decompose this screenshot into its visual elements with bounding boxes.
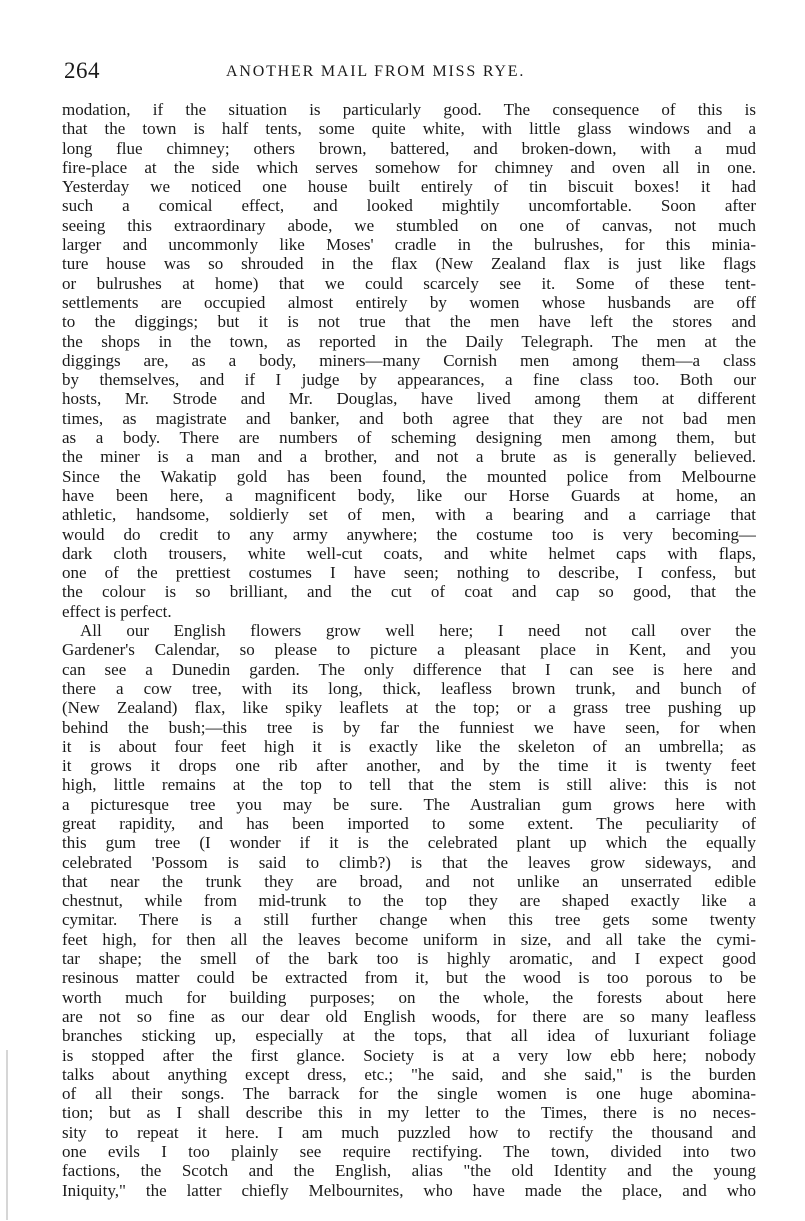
text-line: talks about anything except dress, etc.; "he said, and she said," is the burden <box>62 1064 756 1084</box>
text-line: it grows it drops one rib after another, and by the time it is twenty feet <box>62 756 756 776</box>
text-line: larger and uncommonly like Moses' cradle in the bulrushes, for this minia- <box>62 235 756 255</box>
text-line: one evils I too plainly see require rectifying. The town, divided into two <box>62 1142 756 1162</box>
text-line: it is about four feet high it is exactly like the skeleton of an umbrella; as <box>62 736 756 756</box>
page-number: 264 <box>64 58 100 83</box>
text-line: long flue chimney; others brown, battered, and broken-down, with a mud <box>62 138 756 158</box>
body-text <box>62 100 756 1200</box>
text-line: resinous matter could be extracted from it, but the wood is too porous to be <box>62 968 756 988</box>
text-line: dark cloth trousers, white well-cut coats, and white helmet caps with flaps, <box>62 543 756 563</box>
text-line: that near the trunk they are broad, and not unlike an unserrated edible <box>62 871 756 891</box>
text-line: of all their songs. The barrack for the single women is one huge abomina- <box>62 1084 756 1104</box>
text-line: ture house was so shrouded in the flax (New Zealand flax is just like flags <box>62 254 756 274</box>
text-line: that the town is half tents, some quite white, with little glass windows and a <box>62 119 756 139</box>
text-line: branches sticking up, especially at the tops, that all idea of luxuriant foliage <box>62 1026 756 1046</box>
text-line: the miner is a man and a brother, and not a brute as is generally believed. <box>62 447 756 467</box>
text-line: modation, if the situation is particularly good. The consequence of this is <box>62 100 756 119</box>
text-line: (New Zealand) flax, like spiky leaflets at the top; or a grass tree pushing up <box>62 698 756 718</box>
text-line: the shops in the town, as reported in the Daily Telegraph. The men at the <box>62 331 756 351</box>
text-line: the colour is so brilliant, and the cut of coat and cap so good, that the <box>62 582 756 602</box>
text-line: tar shape; the smell of the bark too is highly aromatic, and I expect good <box>62 949 756 969</box>
text-line: tion; but as I shall describe this in my letter to the Times, there is no neces- <box>62 1103 756 1123</box>
text-line: factions, the Scotch and the English, alias "the old Identity and the young <box>62 1161 756 1181</box>
text-line: chestnut, while from mid-trunk to the top they are shaped exactly like a <box>62 891 756 911</box>
text-line: is stopped after the first glance. Society is at a very low ebb here; nobody <box>62 1045 756 1065</box>
text-line: seeing this extraordinary abode, we stumbled on one of canvas, not much <box>62 215 756 235</box>
text-line: behind the bush;—this tree is by far the funniest we have seen, for when <box>62 717 756 737</box>
text-line: fire-place at the side which serves somehow for chimney and oven all in one. <box>62 157 756 177</box>
text-line: there a cow tree, with its long, thick, leafless brown trunk, and bunch of <box>62 678 756 698</box>
text-line: have been here, a magnificent body, like our Horse Guards at home, an <box>62 485 756 505</box>
text-line: diggings are, as a body, miners—many Cornish men among them—a class <box>62 350 756 370</box>
text-line: great rapidity, and has been imported to some extent. The peculiarity of <box>62 813 756 833</box>
text-line: All our English flowers grow well here; I need not call over the <box>80 621 756 641</box>
text-line: are not so fine as our dear old English woods, for there are so many leafless <box>62 1006 756 1026</box>
text-line: worth much for building purposes; on the whole, the forests about here <box>62 987 756 1007</box>
text-line: such a comical effect, and looked mightily uncomfortable. Soon after <box>62 196 756 216</box>
text-line: this gum tree (I wonder if it is the celebrated plant up which the equally <box>62 833 756 853</box>
text-line: settlements are occupied almost entirely by women whose husbands are off <box>62 292 756 312</box>
text-line: one of the prettiest costumes I have seen; nothing to describe, I confess, but <box>62 563 756 583</box>
text-line: effect is perfect. <box>62 601 172 621</box>
text-line: would do credit to any army anywhere; the costume too is very becoming— <box>62 524 756 544</box>
text-line: times, as magistrate and banker, and both agree that they are not bad men <box>62 408 756 428</box>
text-line: can see a Dunedin garden. The only difference that I can see is here and <box>62 659 756 679</box>
text-line: or bulrushes at home) that we could scarcely see it. Some of these tent- <box>62 273 756 293</box>
page-header <box>64 58 754 88</box>
text-line: Iniquity," the latter chiefly Melbournites, who have made the place, and who <box>62 1180 756 1200</box>
text-line: Gardener's Calendar, so please to picture a pleasant place in Kent, and you <box>62 640 756 660</box>
text-line: Since the Wakatip gold has been found, the mounted police from Melbourne <box>62 466 756 486</box>
running-title: ANOTHER MAIL FROM MISS RYE. <box>226 63 526 80</box>
page-edge-shadow <box>6 1050 8 1220</box>
text-line: as a body. There are numbers of scheming designing men among them, but <box>62 428 756 448</box>
text-line: a picturesque tree you may be sure. The Australian gum grows here with <box>62 794 756 814</box>
text-line: cymitar. There is a still further change when this tree gets some twenty <box>62 910 756 930</box>
text-line: sity to repeat it here. I am much puzzled how to rectify the thousand and <box>62 1122 756 1142</box>
text-line: Yesterday we noticed one house built entirely of tin biscuit boxes! it had <box>62 177 756 197</box>
text-line: to the diggings; but it is not true that the men have left the stores and <box>62 312 756 332</box>
text-line: celebrated 'Possom is said to climb?) is that the leaves grow sideways, and <box>62 852 756 872</box>
text-line: hosts, Mr. Strode and Mr. Douglas, have lived among them at different <box>62 389 756 409</box>
text-line: feet high, for then all the leaves become uniform in size, and all take the cymi- <box>62 929 756 949</box>
text-line: high, little remains at the top to tell that the stem is still alive: this is not <box>62 775 756 795</box>
text-line: athletic, handsome, soldierly set of men, with a bearing and a carriage that <box>62 505 756 525</box>
text-line: by themselves, and if I judge by appearances, a fine class too. Both our <box>62 370 756 390</box>
